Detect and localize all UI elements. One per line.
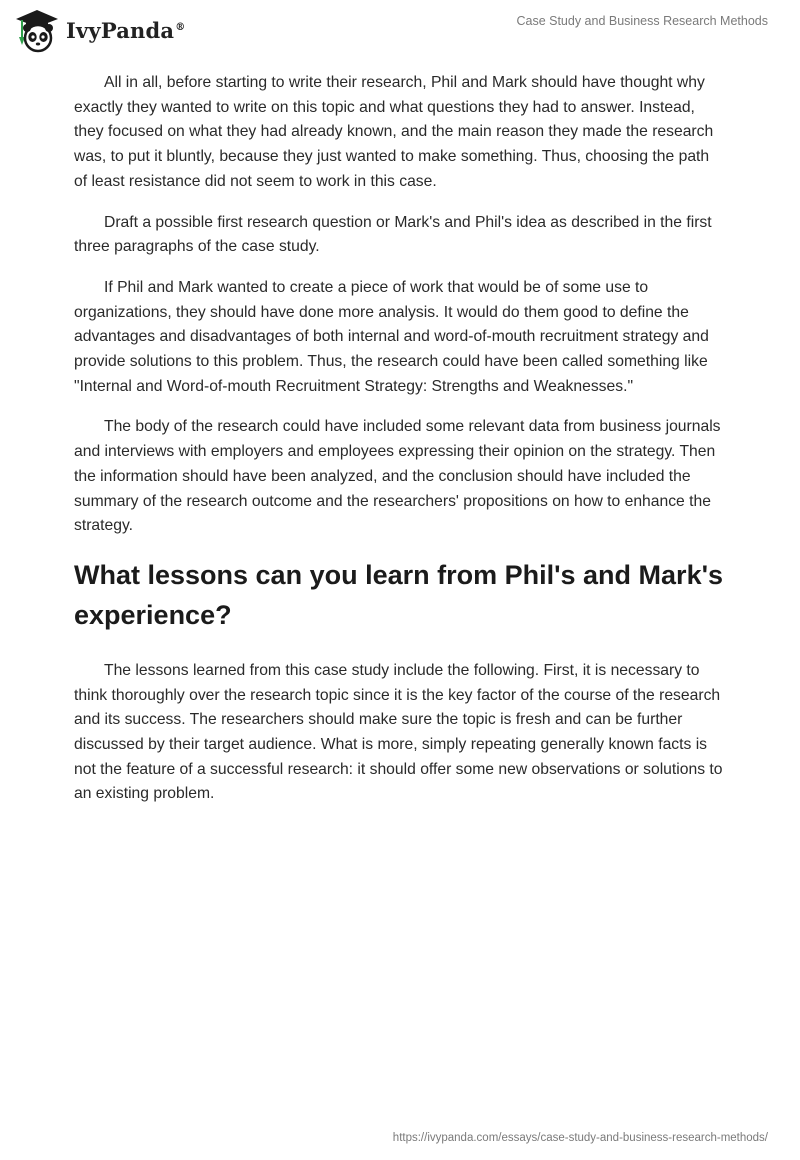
panda-graduate-icon xyxy=(14,7,60,53)
paragraph: The lessons learned from this case study include the following. First, it is necessary to think thoroughly over the research topic since it is the key factor of the course of the research and its success. The researchers should make sure the topic is fresh and can be further discussed by their target audience. What is more, simply repeating generally known facts is not the feature of a successful research: it should offer some new observations or solutions to an existing problem. xyxy=(74,661,723,803)
source-url[interactable]: https://ivypanda.com/essays/case-study-and-business-research-methods/ xyxy=(392,1132,768,1144)
brand-name: IvyPanda® xyxy=(66,17,186,43)
section-heading: What lessons can you learn from Phil's and Mark's experience? xyxy=(74,559,724,630)
ivypanda-logo[interactable] xyxy=(14,7,185,53)
paragraph: Draft a possible first research question or Mark's and Phil's idea as described in the first three paragraphs of the case study. xyxy=(74,213,712,256)
paragraph: The body of the research could have included some relevant data from business journals and interviews with employers and employees expressing their opinion on the strategy. Then the information should have been analyzed, and the conclusion should have included the summary of the research outcome and the researchers' propositions on how to enhance the strategy. xyxy=(74,418,721,535)
essay-body xyxy=(74,71,726,823)
paragraph: If Phil and Mark wanted to create a piece of work that would be of some use to organizations, they should have done more analysis. It would do them good to define the advantages and disadvantages of both internal and word-of-mouth recruitment strategy and provide solutions to this problem. Thus, the research could have been called something like "Internal and Word-of-mouth Recruitment Strategy: Strengths and Weaknesses." xyxy=(74,278,709,395)
document-title: Case Study and Business Research Methods xyxy=(516,14,768,28)
paragraph: All in all, before starting to write their research, Phil and Mark should have thought why exactly they wanted to write on this topic and what questions they had to answer. Instead, they focused on what they had already known, and the main reason they made the research was, to put it bluntly, because they just wanted to make something. Thus, choosing the path of least resistance did not seem to work in this case. xyxy=(74,74,714,190)
page-header xyxy=(0,0,800,60)
